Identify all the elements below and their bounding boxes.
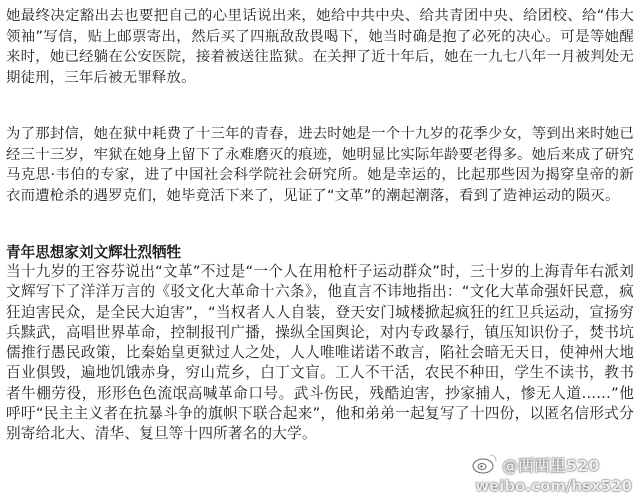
section-heading: 青年思想家刘文辉壮烈牺牲 [6, 244, 182, 261]
watermark-url: weibo.com/hsx520 [475, 477, 632, 495]
watermark-handle: @西西里520 [502, 456, 600, 475]
weibo-watermark [466, 449, 636, 499]
paragraph-2: 为了那封信，她在狱中耗费了十三年的青春，进去时她是一个十九岁的花季少女，等到出来时她已经三十三岁，牢狱在她身上留下了永难磨灭的痕迹，她明显比实际年龄要老得多。她后来成了研究马克思·韦伯的专家，进了中国社会科学院社会研究所。她是幸运的，比起那些因为揭穿皇帝的新衣而遭枪杀的遇罗克们，她毕竟活下来了，见证了“文革”的潮起潮落，看到了造神运动的陨灭。 [6, 126, 634, 204]
paragraph-3: 当十九岁的王容芬说出“文革”不过是“一个人在用枪杆子运动群众”时，三十岁的上海青年右派刘文辉写下了洋洋万言的《驳文化大革命十六条》，他直言不讳地指出：“文化大革命强奸民意，疯狂迫害民众，是全民大迫害”，“当权者人人自装，登天安门城楼掀起疯狂的红卫兵运动，宣扬穷兵黩武，高唱世界革命，控制报刊广播，操纵全国舆论，对内专政暴行，镇压知识份子，焚书坑儒推行愚民政策，比秦始皇更狱过人之处，人人唯唯诺诺不敢言，陷社会暗无天日，使神州大地百业俱毁，遍地饥饿赤身，穷山荒乡，白丁文盲。工人不干活，农民不种田，学生不读书，教书者牛棚劳役，形形色色流氓高喊革命口号。武斗伤民，残酷迫害，抄家捕人，惨无人道……”他呼吁“民主主义者在抗暴斗争的旗帜下联合起来”，他和弟弟一起复写了十四份，以匿名信形式分别寄给北大、清华、复旦等十四所著名的大学。 [6, 263, 634, 443]
paragraph-1: 她最终决定豁出去也要把自己的心里话说出来，她给中共中央、给共青团中央、给团校、给“伟大领袖”写信，贴上邮票寄出，然后买了四瓶敌敌畏喝下，她当时确是抱了必死的决心。可是等她醒来时，她已经躺在公安医院，接着被送往监狱。在关押了近十年后，她在一九七八年一月被判处无期徒刑，三年后被无罪释放。 [6, 8, 634, 86]
weibo-logo-icon [472, 452, 498, 474]
